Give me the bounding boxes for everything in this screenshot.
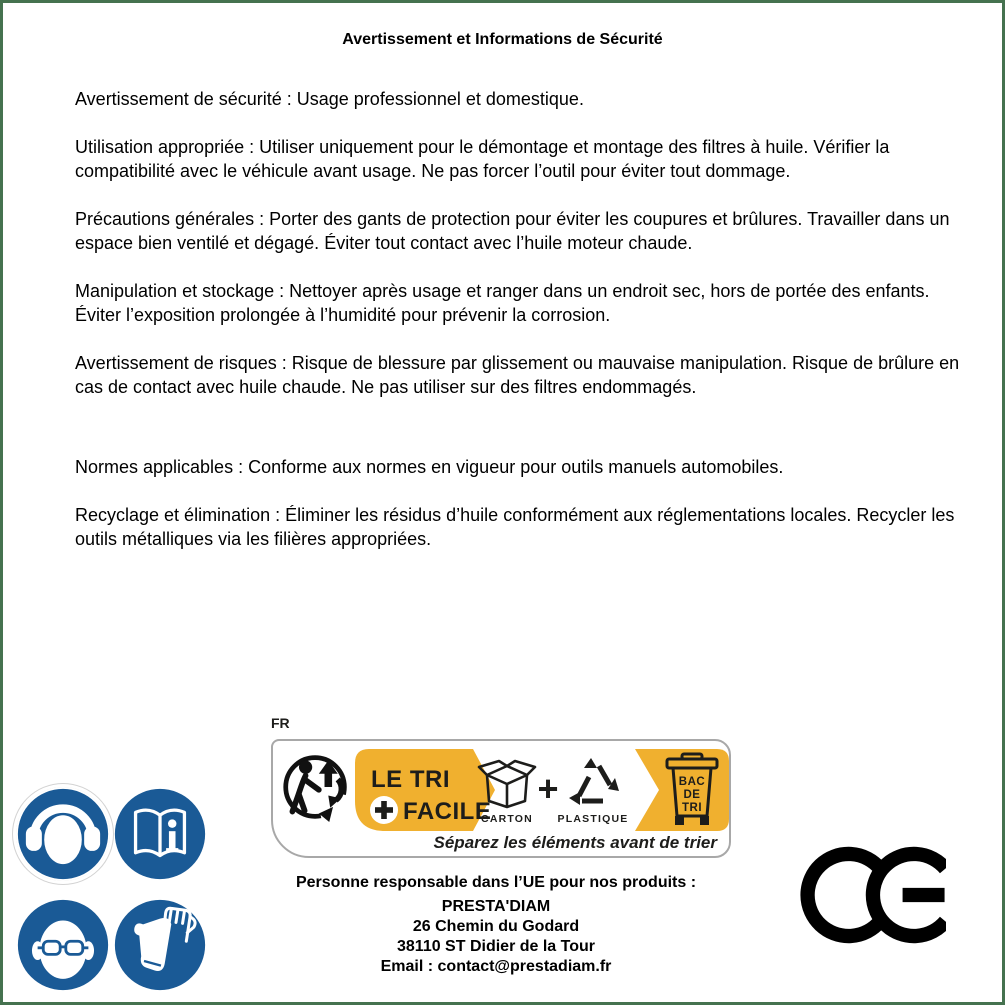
paragraph-manipulation-stockage: Manipulation et stockage : Nettoyer après usage et ranger dans un endroit sec, hors de portée des enfants. Éviter l’exposition prolongée à l’humidité pour prévenir la corrosion. — [75, 281, 930, 325]
svg-text:BAC: BAC — [678, 776, 706, 788]
headline-facile: FACILE — [403, 798, 492, 825]
info-tri-band — [355, 749, 729, 831]
paragraph-avertissement-securite: Avertissement de sécurité : Usage professionnel et domestique. — [75, 89, 584, 109]
carton-caption: CARTON — [481, 813, 533, 825]
headline-le-tri: LE TRI — [371, 766, 450, 793]
contact-email: Email : contact@prestadiam.fr — [380, 958, 612, 975]
address-city: 38110 ST Didier de la Tour — [397, 938, 595, 955]
eu-responsible-block — [246, 873, 746, 977]
wear-eye-protection-icon — [16, 898, 110, 992]
safety-text-block — [75, 87, 963, 575]
sorting-instruction: Séparez les éléments avant de trier — [433, 833, 717, 852]
responsible-intro-line: Personne responsable dans l’UE pour nos produits : — [295, 874, 697, 891]
triman-icon — [281, 747, 351, 827]
address-street: 26 Chemin du Godard — [412, 918, 580, 935]
wear-protective-gloves-icon — [113, 898, 207, 992]
wear-ear-protection-icon — [16, 787, 110, 881]
paragraph-utilisation-appropriee: Utilisation appropriée : Utiliser uniquement pour le démontage et montage des filtres à huile. Vérifier la compatibilité avec le véhicule avant usage. Ne pas forcer l’outil pour éviter tout dommage. — [75, 137, 890, 181]
svg-text:DE: DE — [683, 789, 701, 801]
plus-separator: + — [537, 768, 559, 809]
company-name: PRESTA'DIAM — [441, 898, 551, 915]
info-tri-label — [271, 739, 731, 858]
ce-marking-icon — [800, 846, 946, 944]
country-code-label: FR — [271, 715, 290, 731]
paragraph-normes-applicables: Normes applicables : Conforme aux normes en vigueur pour outils manuels automobiles. — [75, 457, 784, 477]
paragraph-precautions-generales: Précautions générales : Porter des gants de protection pour éviter les coupures et brûlures. Travailler dans un espace bien ventilé et dégagé. Éviter tout contact avec l’huile moteur chaude. — [75, 209, 950, 253]
paragraph-avertissement-risques: Avertissement de risques : Risque de blessure par glissement ou mauvaise manipulation. Risque de brûlure en cas de contact avec huile chaude. Ne pas utiliser sur des filtres endommagés. — [75, 353, 960, 397]
svg-text:TRI: TRI — [681, 802, 703, 814]
read-instruction-manual-icon — [113, 787, 207, 881]
plastique-caption: PLASTIQUE — [557, 813, 629, 825]
page-title: Avertissement et Informations de Sécurité — [342, 31, 663, 48]
paragraph-recyclage-elimination: Recyclage et élimination : Éliminer les résidus d’huile conformément aux réglementations locales. Recycler les outils métalliques via les filières appropriées. — [75, 505, 955, 549]
